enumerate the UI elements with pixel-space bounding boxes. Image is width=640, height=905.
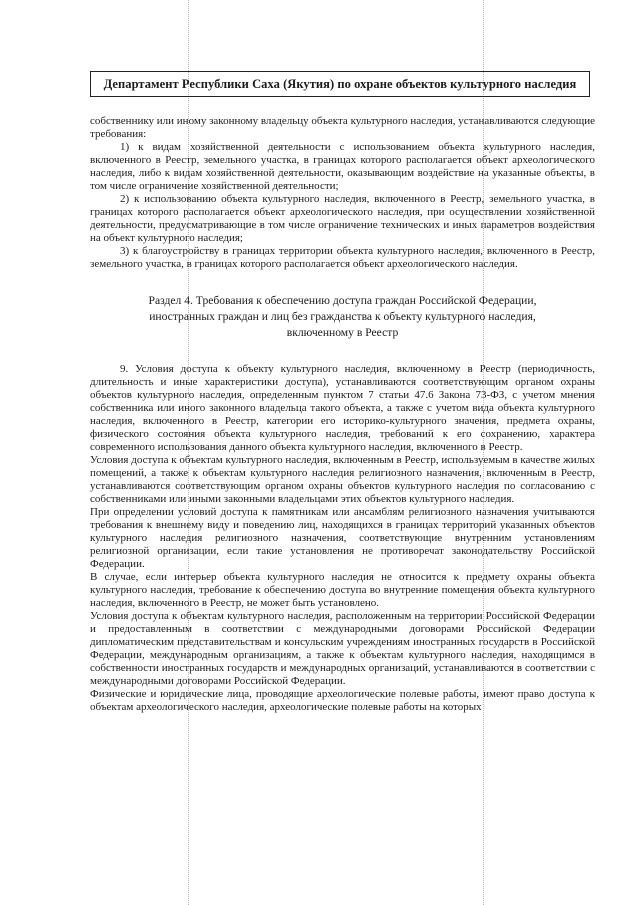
document-body <box>90 115 595 714</box>
paragraph: При определении условий доступа к памятникам или ансамблям религиозного назначения учитываются требования к внешнему виду и поведению лиц, находящихся в границах территорий указанных объектов культурного наследия религиозного назначения, соответствующие внутренним установлениям религиозной организации, если такие установления не противоречат законодательству Российской Федерации. <box>90 506 595 570</box>
paragraph: 9. Условия доступа к объекту культурного наследия, включенному в Реестр (периодичность, длительность и иные характеристики доступа), устанавливаются соответствующим органом охраны объектов культурного наследия, определенным пунктом 7 статьи 47.6 Закона 73-ФЗ, с учетом мнения собственника или иного законного владельца такого объекта, а также с учетом вида объекта культурного наследия, включенного в Реестр, категории его историко-культурного значения, предмета охраны, физического состояния объекта культурного наследия, требований к его сохранению, характера современного использования данного объекта культурного наследия, включенного в Реестр. <box>90 363 595 453</box>
section-heading-line: иностранных граждан и лиц без гражданства к объекту культурного наследия, <box>149 310 536 323</box>
paragraph: 1) к видам хозяйственной деятельности с использованием объекта культурного наследия, включенного в Реестр, земельного участка, в границах которого располагается объект археологического наследия, либо к видам хозяйственной деятельности, оказывающим воздействие на указанные объекты, в том числе ограничение хозяйственной деятельности; <box>90 141 595 192</box>
paragraph: 2) к использованию объекта культурного наследия, включенного в Реестр, земельного участка, в границах которого располагается объект археологического наследия, при осуществлении хозяйственной деятельности, предусматривающие в том числе ограничение технических и иных параметров воздействия на объект культурного наследия; <box>90 193 595 244</box>
paragraph: Условия доступа к объектам культурного наследия, включенным в Реестр, используемым в качестве жилых помещений, а также к объектам культурного наследия религиозного назначения, включенным в Реестр, устанавливаются соответствующим органом охраны объектов культурного наследия по согласованию с собственниками или иными законными владельцами этих объектов культурного наследия. <box>90 454 595 505</box>
paragraph: 3) к благоустройству в границах территории объекта культурного наследия, включенного в Реестр, земельного участка, в границах которого располагается объект археологического наследия. <box>90 245 595 270</box>
page-header-box <box>90 71 590 97</box>
section-heading-line: включенному в Реестр <box>286 326 399 339</box>
paragraph: Физические и юридические лица, проводящие археологические полевые работы, имеют право доступа к объектам археологического наследия, археологические полевые работы на которых <box>90 688 595 713</box>
paragraph: Условия доступа к объектам культурного наследия, расположенным на территории Российской Федерации и предоставленным в соответствии с международными договорами Российской Федерации дипломатическим представительствам и консульским учреждениям иностранных государств в Российской Федерации, международным организациям, а также к объектам культурного наследия, находящимся в собственности иностранных государств и международных организаций, устанавливаются в соответствии с международными договорами Российской Федерации. <box>90 610 595 687</box>
section-heading <box>90 293 595 341</box>
paragraph: собственнику или иному законному владельцу объекта культурного наследия, устанавливаются следующие требования: <box>90 115 596 140</box>
page-header-title: Департамент Республики Саха (Якутия) по охране объектов культурного наследия <box>103 76 577 91</box>
section-heading-line: Раздел 4. Требования к обеспечению доступа граждан Российской Федерации, <box>148 294 537 307</box>
paragraph: В случае, если интерьер объекта культурного наследия не относится к предмету охраны объекта культурного наследия, требование к обеспечению доступа во внутренние помещения объекта культурного наследия, включенного в Реестр, не может быть установлено. <box>90 571 595 609</box>
